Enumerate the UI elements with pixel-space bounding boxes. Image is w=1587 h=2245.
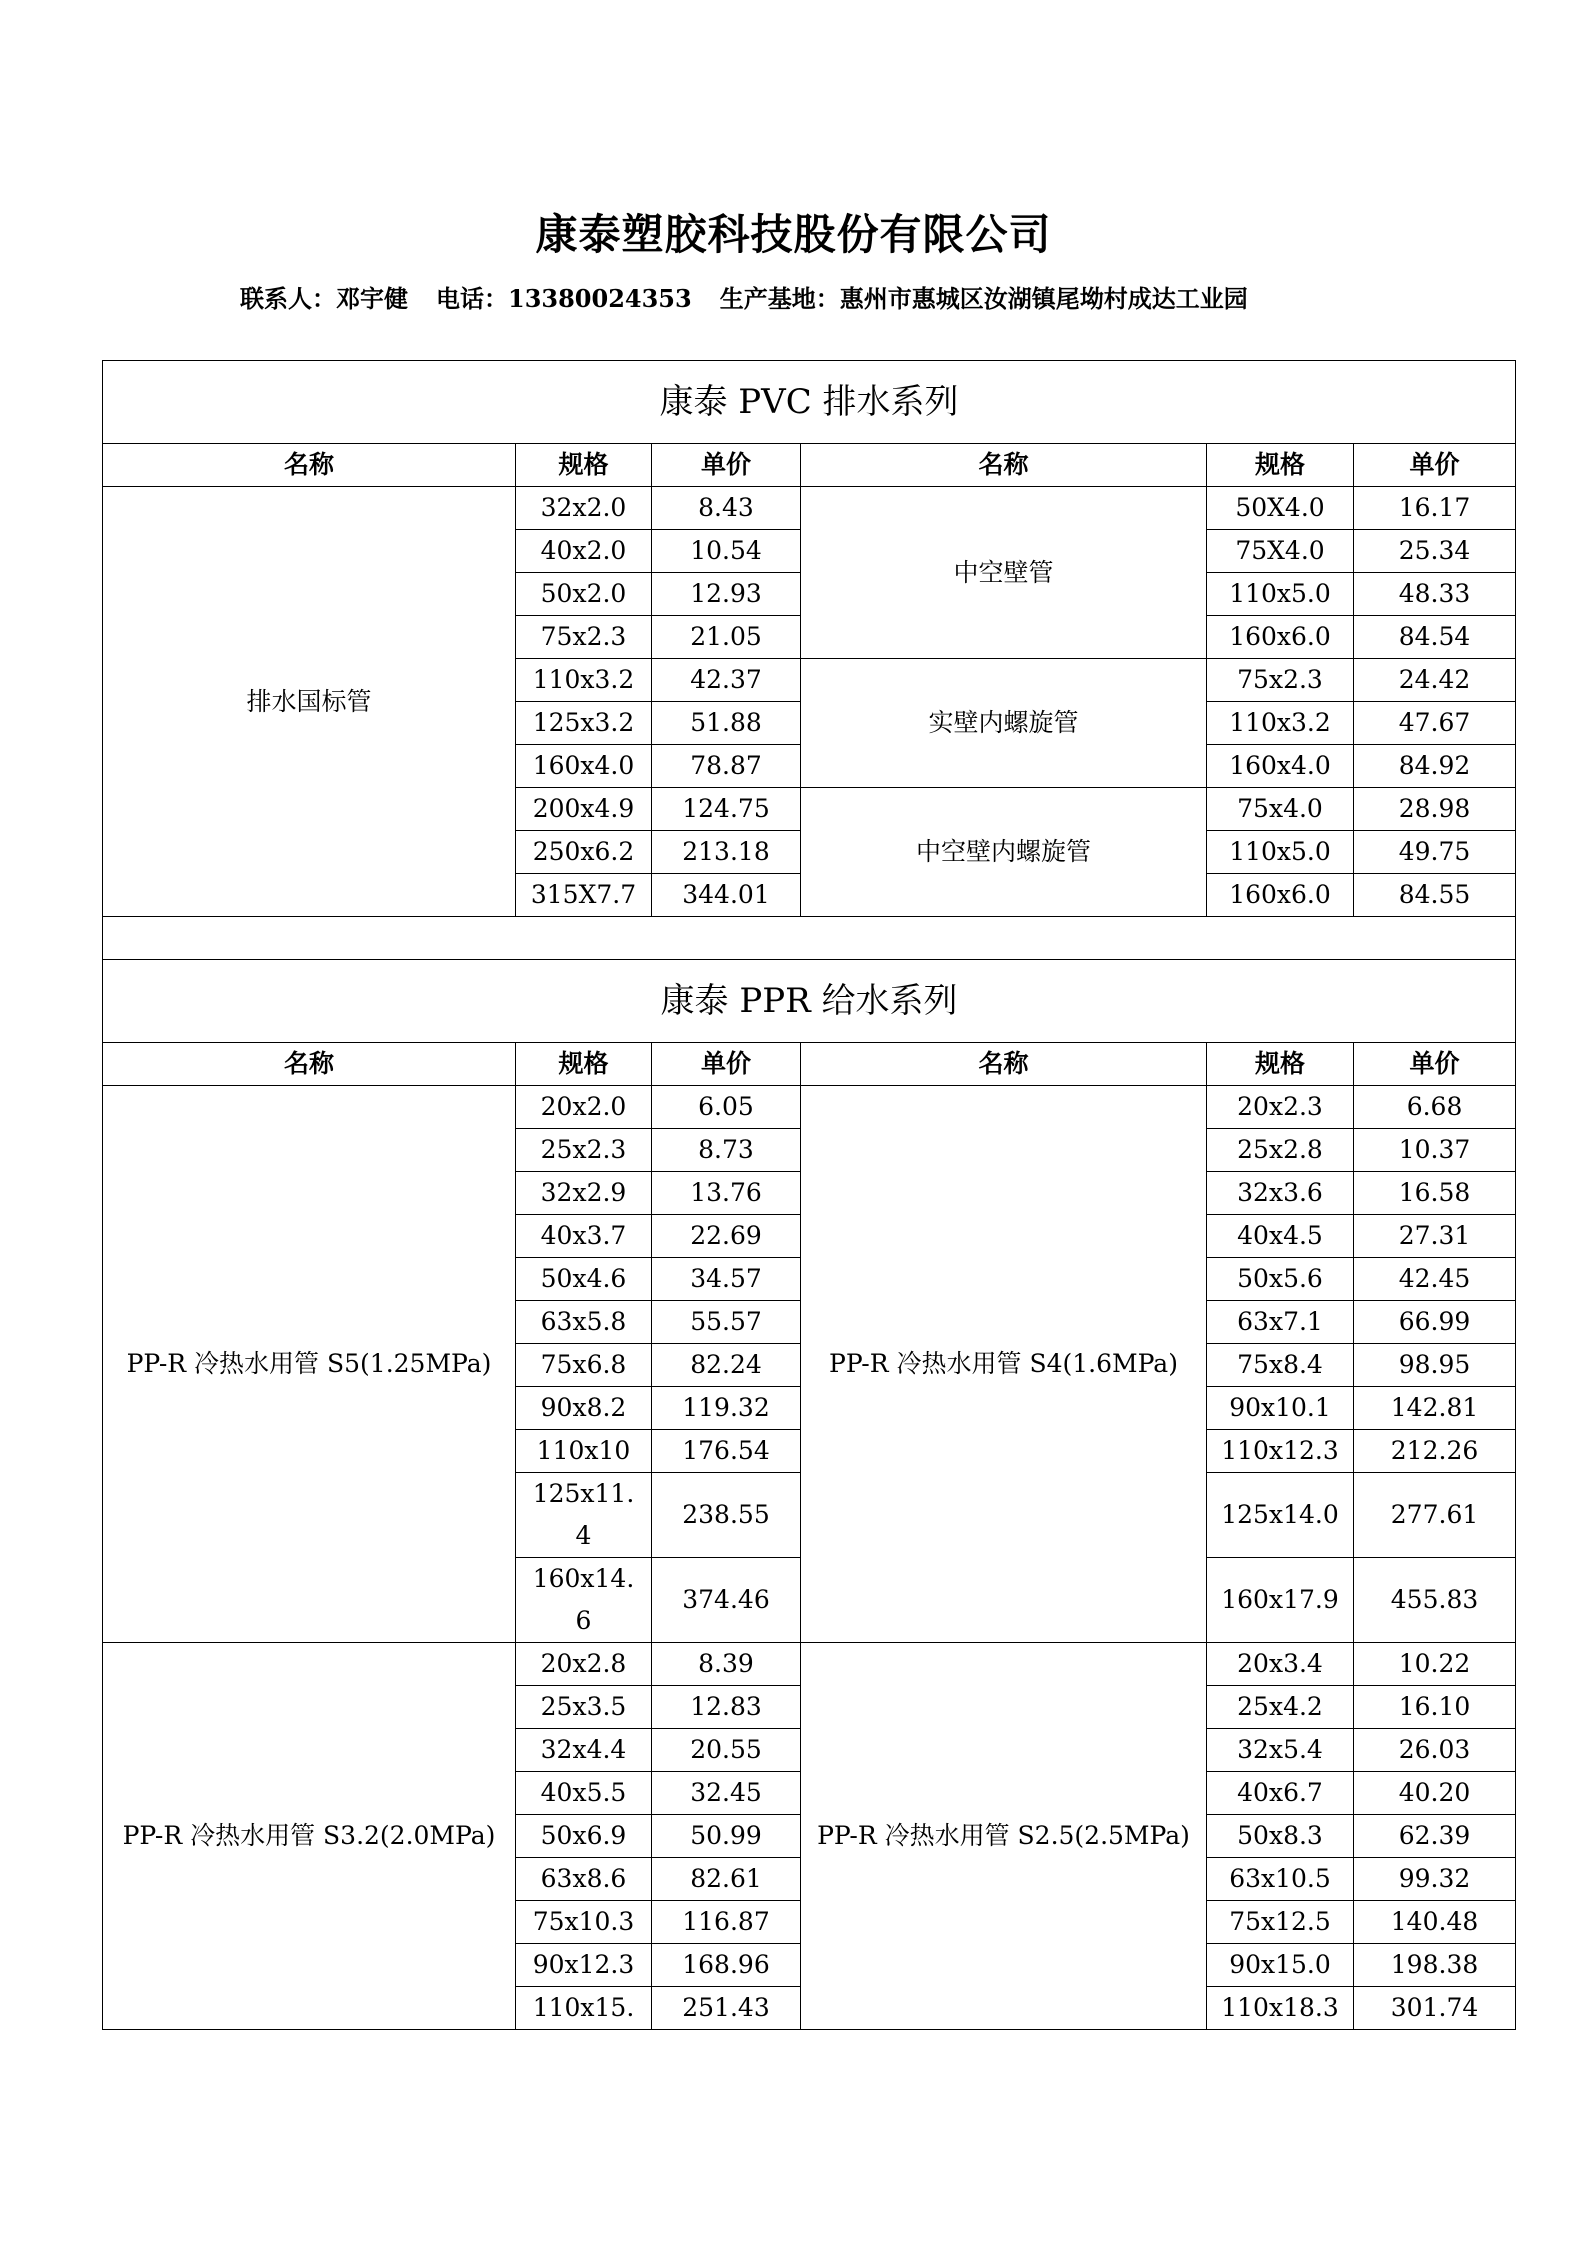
spec-cell: 200x4.9 (516, 788, 652, 831)
spacer-row (103, 917, 1516, 960)
spec-cell: 32x4.4 (516, 1729, 652, 1772)
spec-cell: 90x8.2 (516, 1387, 652, 1430)
spec-cell: 125x3.2 (516, 702, 652, 745)
price-cell: 99.32 (1354, 1858, 1516, 1901)
spec-cell: 50x2.0 (516, 573, 652, 616)
product-name: 排水国标管 (103, 487, 516, 917)
price-cell: 168.96 (652, 1944, 801, 1987)
price-cell: 26.03 (1354, 1729, 1516, 1772)
price-cell: 84.92 (1354, 745, 1516, 788)
company-title: 康泰塑胶科技股份有限公司 (535, 210, 1052, 259)
price-cell: 455.83 (1354, 1558, 1516, 1643)
spec-cell: 250x6.2 (516, 831, 652, 874)
spec-cell: 40x4.5 (1207, 1215, 1354, 1258)
price-cell: 66.99 (1354, 1301, 1516, 1344)
price-cell: 22.69 (652, 1215, 801, 1258)
spec-cell: 40x6.7 (1207, 1772, 1354, 1815)
spec-cell: 110x12.3 (1207, 1430, 1354, 1473)
header-name: 名称 (103, 1043, 516, 1086)
spec-cell: 160x6.0 (1207, 616, 1354, 659)
spec-cell: 32x5.4 (1207, 1729, 1354, 1772)
product-name: PP-R 冷热水用管 S3.2(2.0MPa) (103, 1643, 516, 2030)
spec-cell: 32x2.9 (516, 1172, 652, 1215)
spec-cell: 110x15. (516, 1987, 652, 2030)
price-cell: 42.45 (1354, 1258, 1516, 1301)
header-name: 名称 (801, 1043, 1207, 1086)
price-cell: 124.75 (652, 788, 801, 831)
product-name: 实壁内螺旋管 (801, 659, 1207, 788)
spec-cell: 90x12.3 (516, 1944, 652, 1987)
pvc-section-title: 康泰 PVC 排水系列 (103, 361, 1516, 444)
header-price: 单价 (1354, 444, 1516, 487)
price-cell: 301.74 (1354, 1987, 1516, 2030)
price-cell: 16.10 (1354, 1686, 1516, 1729)
header-price: 单价 (652, 1043, 801, 1086)
price-cell: 62.39 (1354, 1815, 1516, 1858)
spec-cell: 50x4.6 (516, 1258, 652, 1301)
price-cell: 119.32 (652, 1387, 801, 1430)
section-title-row (103, 960, 1516, 1043)
spec-cell: 110x3.2 (1207, 702, 1354, 745)
price-cell: 84.55 (1354, 874, 1516, 917)
price-cell: 176.54 (652, 1430, 801, 1473)
price-cell: 277.61 (1354, 1473, 1516, 1558)
price-cell: 238.55 (652, 1473, 801, 1558)
spec-cell: 110x5.0 (1207, 573, 1354, 616)
price-cell: 48.33 (1354, 573, 1516, 616)
spec-cell: 75x2.3 (516, 616, 652, 659)
spec-cell: 75X4.0 (1207, 530, 1354, 573)
price-cell: 40.20 (1354, 1772, 1516, 1815)
header-price: 单价 (1354, 1043, 1516, 1086)
contact-person: 邓宇健 (336, 284, 408, 313)
price-cell: 47.67 (1354, 702, 1516, 745)
price-cell: 374.46 (652, 1558, 801, 1643)
spec-cell: 75x12.5 (1207, 1901, 1354, 1944)
price-cell: 84.54 (1354, 616, 1516, 659)
price-cell: 21.05 (652, 616, 801, 659)
spec-cell: 125x11. 4 (516, 1473, 652, 1558)
spec-cell: 20x2.3 (1207, 1086, 1354, 1129)
product-name: PP-R 冷热水用管 S5(1.25MPa) (103, 1086, 516, 1643)
header-spec: 规格 (1207, 444, 1354, 487)
header-spec: 规格 (1207, 1043, 1354, 1086)
price-table (102, 360, 1516, 2030)
price-cell: 51.88 (652, 702, 801, 745)
spec-cell: 110x3.2 (516, 659, 652, 702)
spec-cell: 160x17.9 (1207, 1558, 1354, 1643)
price-cell: 8.43 (652, 487, 801, 530)
price-cell: 98.95 (1354, 1344, 1516, 1387)
product-name: PP-R 冷热水用管 S2.5(2.5MPa) (801, 1643, 1207, 2030)
table-row (103, 1086, 1516, 1129)
spec-cell: 32x2.0 (516, 487, 652, 530)
spec-cell: 25x2.3 (516, 1129, 652, 1172)
price-cell: 140.48 (1354, 1901, 1516, 1944)
price-cell: 28.98 (1354, 788, 1516, 831)
spec-cell: 160x4.0 (516, 745, 652, 788)
spec-cell: 160x14. 6 (516, 1558, 652, 1643)
price-cell: 16.58 (1354, 1172, 1516, 1215)
spec-cell: 20x2.0 (516, 1086, 652, 1129)
phone-number: 13380024353 (508, 284, 692, 313)
section-title-row (103, 361, 1516, 444)
spec-cell: 40x2.0 (516, 530, 652, 573)
spec-cell: 63x8.6 (516, 1858, 652, 1901)
price-cell: 10.54 (652, 530, 801, 573)
spec-cell: 50x8.3 (1207, 1815, 1354, 1858)
spec-cell: 63x10.5 (1207, 1858, 1354, 1901)
header-name: 名称 (103, 444, 516, 487)
header-spec: 规格 (516, 1043, 652, 1086)
header-row (103, 444, 1516, 487)
spec-cell: 125x14.0 (1207, 1473, 1354, 1558)
spec-cell: 50x5.6 (1207, 1258, 1354, 1301)
price-cell: 344.01 (652, 874, 801, 917)
spec-cell: 75x4.0 (1207, 788, 1354, 831)
price-cell: 27.31 (1354, 1215, 1516, 1258)
price-cell: 13.76 (652, 1172, 801, 1215)
price-cell: 10.37 (1354, 1129, 1516, 1172)
price-cell: 16.17 (1354, 487, 1516, 530)
contact-person-label: 联系人： (240, 284, 336, 313)
spec-cell: 75x10.3 (516, 1901, 652, 1944)
price-cell: 20.55 (652, 1729, 801, 1772)
spec-cell: 50x6.9 (516, 1815, 652, 1858)
price-cell: 116.87 (652, 1901, 801, 1944)
price-cell: 212.26 (1354, 1430, 1516, 1473)
spec-cell: 32x3.6 (1207, 1172, 1354, 1215)
price-cell: 8.39 (652, 1643, 801, 1686)
price-cell: 34.57 (652, 1258, 801, 1301)
price-cell: 78.87 (652, 745, 801, 788)
spec-cell: 63x7.1 (1207, 1301, 1354, 1344)
spec-cell: 315X7.7 (516, 874, 652, 917)
price-cell: 82.24 (652, 1344, 801, 1387)
product-name: 中空壁内螺旋管 (801, 788, 1207, 917)
spec-cell: 25x3.5 (516, 1686, 652, 1729)
price-cell: 6.05 (652, 1086, 801, 1129)
header-spec: 规格 (516, 444, 652, 487)
spec-cell: 75x2.3 (1207, 659, 1354, 702)
spec-cell: 160x6.0 (1207, 874, 1354, 917)
price-cell: 142.81 (1354, 1387, 1516, 1430)
product-name: 中空壁管 (801, 487, 1207, 659)
price-cell: 6.68 (1354, 1086, 1516, 1129)
production-base-label: 生产基地： (719, 284, 840, 313)
price-cell: 198.38 (1354, 1944, 1516, 1987)
spec-cell: 50X4.0 (1207, 487, 1354, 530)
spec-cell: 20x3.4 (1207, 1643, 1354, 1686)
spec-cell: 25x2.8 (1207, 1129, 1354, 1172)
spec-cell: 90x15.0 (1207, 1944, 1354, 1987)
price-cell: 12.93 (652, 573, 801, 616)
header-name: 名称 (801, 444, 1207, 487)
spec-cell: 20x2.8 (516, 1643, 652, 1686)
price-cell: 8.73 (652, 1129, 801, 1172)
phone-label: 电话： (436, 284, 508, 313)
price-cell: 10.22 (1354, 1643, 1516, 1686)
spec-cell: 90x10.1 (1207, 1387, 1354, 1430)
price-cell: 213.18 (652, 831, 801, 874)
spec-cell: 110x5.0 (1207, 831, 1354, 874)
spec-cell: 160x4.0 (1207, 745, 1354, 788)
price-cell: 55.57 (652, 1301, 801, 1344)
price-cell: 49.75 (1354, 831, 1516, 874)
spec-cell: 40x3.7 (516, 1215, 652, 1258)
spacer-cell (103, 917, 1516, 960)
spec-cell: 40x5.5 (516, 1772, 652, 1815)
ppr-section-title: 康泰 PPR 给水系列 (103, 960, 1516, 1043)
header-row (103, 1043, 1516, 1086)
spec-cell: 110x10 (516, 1430, 652, 1473)
spec-cell: 25x4.2 (1207, 1686, 1354, 1729)
product-name: PP-R 冷热水用管 S4(1.6MPa) (801, 1086, 1207, 1643)
spec-cell: 75x6.8 (516, 1344, 652, 1387)
spec-cell: 63x5.8 (516, 1301, 652, 1344)
spec-cell: 75x8.4 (1207, 1344, 1354, 1387)
contact-line (240, 278, 1360, 319)
price-cell: 32.45 (652, 1772, 801, 1815)
table-row (103, 1643, 1516, 1686)
header-price: 单价 (652, 444, 801, 487)
price-cell: 42.37 (652, 659, 801, 702)
production-base-address: 惠州市惠城区汝湖镇尾坳村成达工业园 (839, 284, 1248, 313)
price-cell: 82.61 (652, 1858, 801, 1901)
price-cell: 25.34 (1354, 530, 1516, 573)
spec-cell: 110x18.3 (1207, 1987, 1354, 2030)
price-cell: 251.43 (652, 1987, 801, 2030)
price-cell: 24.42 (1354, 659, 1516, 702)
price-cell: 50.99 (652, 1815, 801, 1858)
price-cell: 12.83 (652, 1686, 801, 1729)
table-row (103, 487, 1516, 530)
